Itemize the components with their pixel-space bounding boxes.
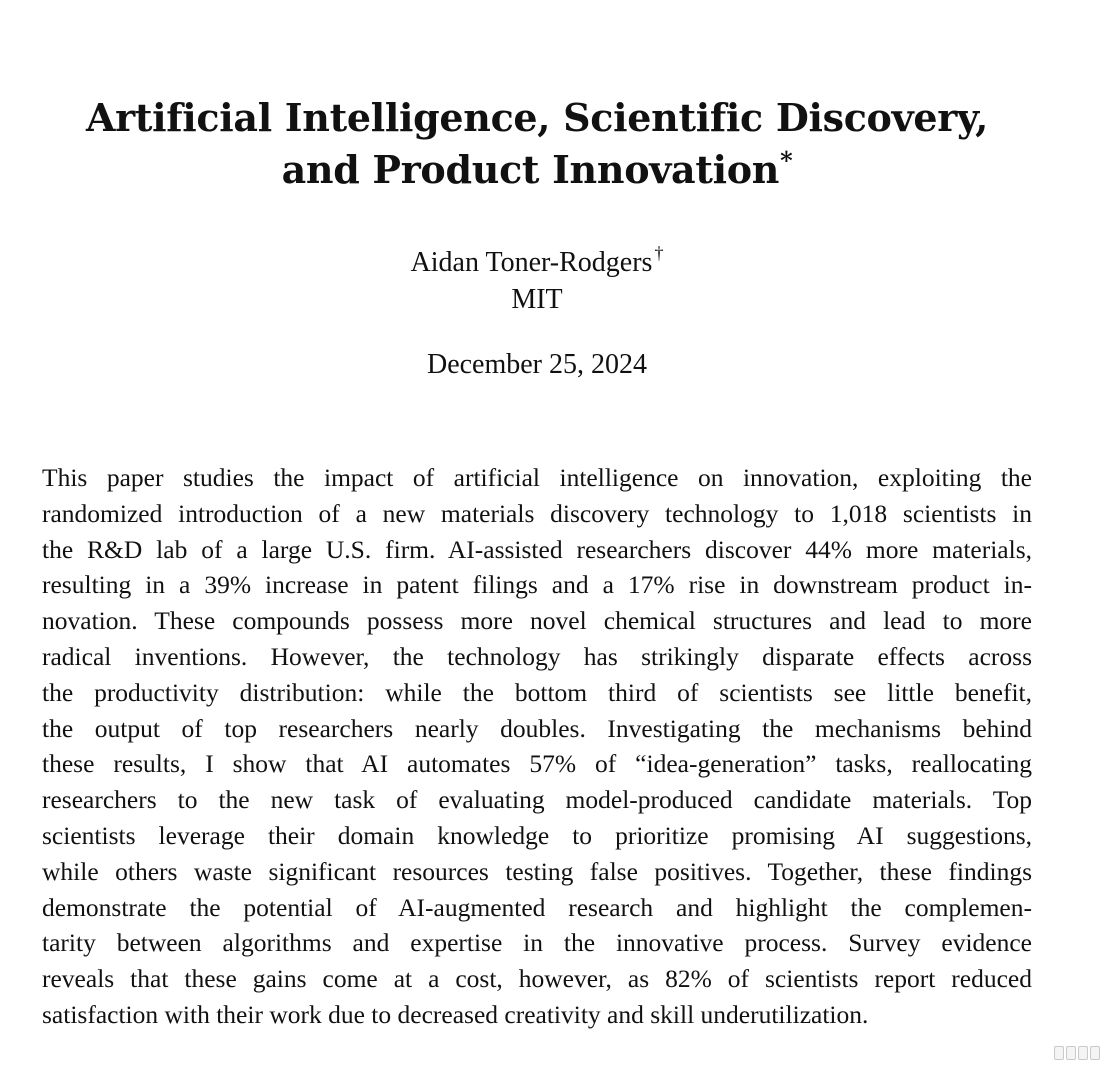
title-line-1: Artificial Intelligence, Scientific Discovery, — [85, 95, 989, 140]
paper-date: December 25, 2024 — [426, 349, 648, 380]
author-footnote-marker[interactable]: † — [654, 243, 664, 263]
dot-icon[interactable] — [1066, 1046, 1076, 1060]
abstract — [42, 460, 1032, 1033]
abstract-line: scientists leverage their domain knowledge to prioritize promising AI suggestions, — [42, 820, 1032, 850]
dot-icon[interactable] — [1078, 1046, 1088, 1060]
abstract-line: the output of top researchers nearly doubles. Investigating the mechanisms behind — [42, 713, 1032, 743]
abstract-line: resulting in a 39% increase in patent filings and a 17% rise in downstream product in- — [42, 570, 1032, 600]
abstract-line: reveals that these gains come at a cost, however, as 82% of scientists report reduced — [42, 964, 1032, 994]
title-footnote-marker[interactable]: * — [780, 146, 793, 175]
abstract-line: novation. These compounds possess more novel chemical structures and lead to more — [42, 606, 1032, 636]
abstract-line: researchers to the new task of evaluating model-produced candidate materials. Top — [42, 785, 1032, 815]
author-line — [0, 244, 1074, 281]
abstract-line: demonstrate the potential of AI-augmented research and highlight the complemen- — [42, 892, 1032, 922]
author-block — [0, 244, 1074, 318]
title-line-2-text: and Product Innovation — [281, 147, 780, 192]
paper-title — [0, 92, 1074, 196]
title-line-2 — [0, 144, 1074, 196]
abstract-line: randomized introduction of a new materials discovery technology to 1,018 scientists in — [42, 498, 1032, 528]
author-affiliation: MIT — [511, 284, 563, 315]
abstract-line: while others waste significant resources testing false positives. Together, these findings — [42, 856, 1032, 886]
dot-icon[interactable] — [1054, 1046, 1064, 1060]
abstract-line: satisfaction with their work due to decreased creativity and skill underutilization. — [42, 999, 869, 1029]
author-name: Aidan Toner-Rodgers — [410, 247, 653, 278]
abstract-line: these results, I show that AI automates 57% of “idea-generation” tasks, reallocating — [42, 749, 1032, 779]
image-viewer-dots[interactable] — [1054, 1046, 1100, 1060]
abstract-line: tarity between algorithms and expertise in the innovative process. Survey evidence — [42, 928, 1032, 958]
abstract-line: radical inventions. However, the technology has strikingly disparate effects across — [42, 641, 1032, 671]
abstract-line: This paper studies the impact of artificial intelligence on innovation, exploiting the — [42, 463, 1032, 492]
abstract-line: the R&D lab of a large U.S. firm. AI-assisted researchers discover 44% more materials, — [42, 534, 1032, 564]
dot-icon[interactable] — [1090, 1046, 1100, 1060]
abstract-line: the productivity distribution: while the bottom third of scientists see little benefit, — [42, 677, 1032, 707]
